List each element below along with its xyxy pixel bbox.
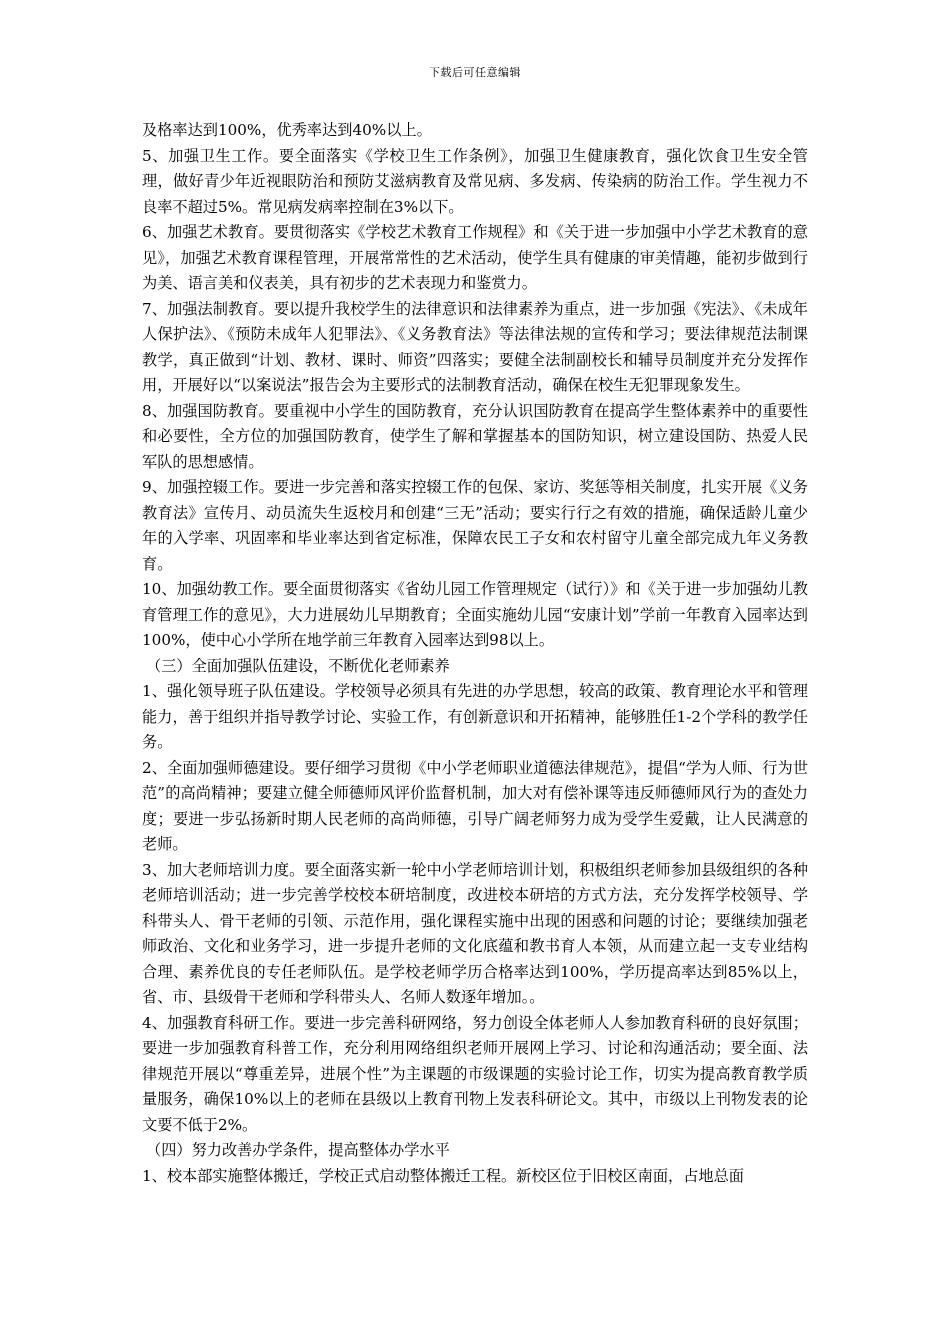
paragraph: 10、加强幼教工作。要全面贯彻落实《省幼儿园工作管理规定（试行）》和《关于进一步加强幼儿教育管理工作的意见》，大力进展幼儿早期教育；全面实施幼儿园“安康计划”学前一年教育入园率达到100%，使中心小学所在地学前三年教育入园率达到98以上。 bbox=[142, 580, 808, 649]
paragraph: 4、加强教育科研工作。要进一步完善科研网络，努力创设全体老师人人参加教育科研的良好氛围；要进一步加强教育科普工作，充分利用网络组织老师开展网上学习、讨论和沟通活动；要全面、法律规范开展以“尊重差异，进展个性”为主课题的市级课题的实验讨论工作，切实为提高教育教学质量服务，确保10%以上的老师在县级以上教育刊物上发表科研论文。其中，市级以上刊物发表的论文要不低于2%。 bbox=[142, 1013, 808, 1134]
document-body bbox=[142, 118, 808, 1189]
section-heading: （三）全面加强队伍建设，不断优化老师素养 bbox=[146, 656, 450, 675]
paragraph: 及格率达到100%，优秀率达到40%以上。 bbox=[142, 121, 432, 139]
paragraph: 2、全面加强师德建设。要仔细学习贯彻《中小学老师职业道德法律规范》，提倡“学为人师、行为世范”的高尚精神；要建立健全师德师风评价监督机制，加大对有偿补课等违反师德师风行为的查处力度；要进一步弘扬新时期人民老师的高尚师德，引导广阔老师努力成为受学生爱戴，让人民满意的老师。 bbox=[142, 758, 808, 853]
page-header: 下载后可任意编辑 bbox=[429, 66, 521, 79]
paragraph: 7、加强法制教育。要以提升我校学生的法律意识和法律素养为重点，进一步加强《宪法》、《未成年人保护法》、《预防未成年人犯罪法》、《义务教育法》等法律法规的宣传和学习；要法律规范法制课教学，真正做到“计划、教材、课时、师资”四落实；要健全法制副校长和辅导员制度并充分发挥作用，开展好以“以案说法”报告会为主要形式的法制教育活动，确保在校生无犯罪现象发生。 bbox=[142, 299, 808, 394]
paragraph: 6、加强艺术教育。要贯彻落实《学校艺术教育工作规程》和《关于进一步加强中小学艺术教育的意见》，加强艺术教育课程管理，开展常常性的艺术活动，使学生具有健康的审美情趣，能初步做到行为美、语言美和仪表美，具有初步的艺术表现力和鉴赏力。 bbox=[142, 223, 808, 292]
paragraph: 9、加强控辍工作。要进一步完善和落实控辍工作的包保、家访、奖惩等相关制度，扎实开展《义务教育法》宣传月、动员流失生返校月和创建“三无”活动；要实行行之有效的措施，确保适龄儿童少年的入学率、巩固率和毕业率达到省定标准，保障农民工子女和农村留守儿童全部完成九年义务教育。 bbox=[142, 478, 808, 573]
paragraph: 1、校本部实施整体搬迁，学校正式启动整体搬迁工程。新校区位于旧校区南面，占地总面 bbox=[142, 1166, 744, 1185]
paragraph: 1、强化领导班子队伍建设。学校领导必须具有先进的办学思想，较高的政策、教育理论水平和管理能力，善于组织并指导教学讨论、实验工作，有创新意识和开拓精神，能够胜任1-2个学科的教学任务。 bbox=[142, 682, 808, 751]
section-heading: （四）努力改善办学条件，提高整体办学水平 bbox=[146, 1141, 450, 1159]
paragraph: 5、加强卫生工作。要全面落实《学校卫生工作条例》，加强卫生健康教育，强化饮食卫生安全管理，做好青少年近视眼防治和预防艾滋病教育及常见病、多发病、传染病的防治工作。学生视力不良率不超过5%。常见病发病率控制在3%以下。 bbox=[142, 146, 808, 216]
paragraph: 8、加强国防教育。要重视中小学生的国防教育，充分认识国防教育在提高学生整体素养中的重要性和必要性，全方位的加强国防教育，使学生了解和掌握基本的国防知识，树立建设国防、热爱人民军队的思想感情。 bbox=[142, 401, 808, 471]
paragraph: 3、加大老师培训力度。要全面落实新一轮中小学老师培训计划，积极组织老师参加县级组织的各种老师培训活动；进一步完善学校校本研培制度，改进校本研培的方式方法，充分发挥学校领导、学科带头人、骨干老师的引领、示范作用，强化课程实施中出现的困惑和问题的讨论；要继续加强老师政治、文化和业务学习，进一步提升老师的文化底蕴和教书育人本领，从而建立起一支专业结构合理、素养优良的专任老师队伍。是学校老师学历合格率达到100%，学历提高率达到85%以上，省、市、县级骨干老师和学科带头人、名师人数逐年增加。。 bbox=[142, 860, 808, 1006]
